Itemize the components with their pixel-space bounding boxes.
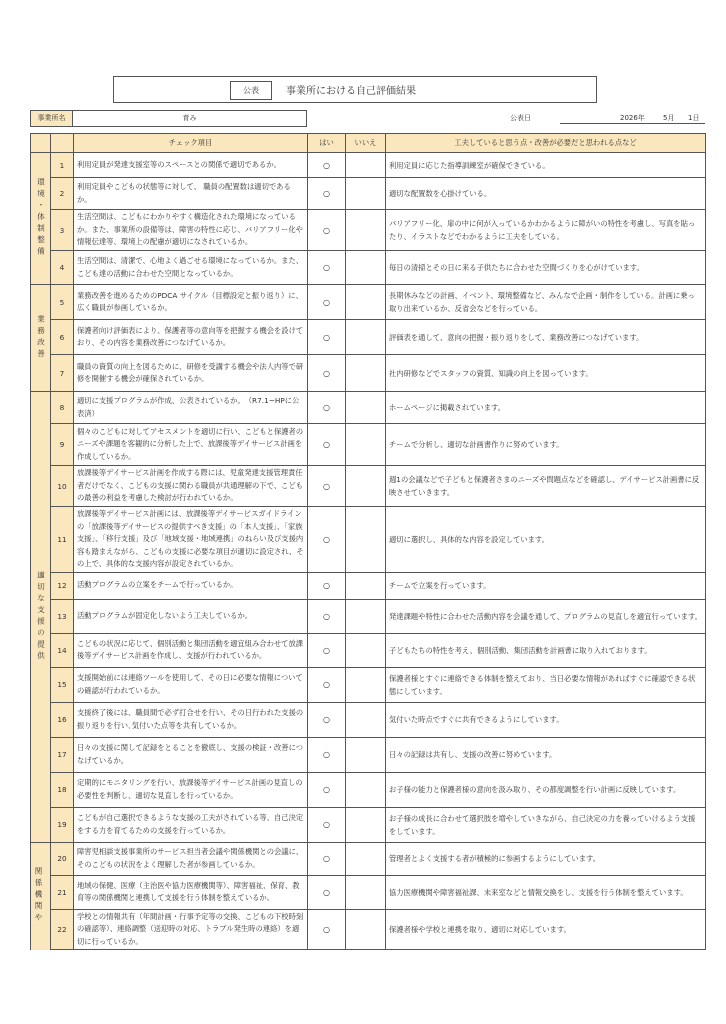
- check-item: 支援開始前には連絡ツールを使用して、その日に必要な情報についての確認が行われているか。: [74, 667, 308, 702]
- table-row: [31, 285, 706, 320]
- yes-mark: ○: [308, 599, 346, 633]
- yes-mark: ○: [308, 178, 346, 210]
- comment: ホームページに掲載されています。: [386, 392, 706, 424]
- comment: バリアフリー化、扉の中に何が入っているかわかるように障がいの特性を考慮し、写真を貼ったり、イラストなどでわかるように工夫をしている。: [386, 210, 706, 251]
- table-row: [31, 210, 706, 251]
- row-number: 17: [51, 737, 74, 772]
- yes-mark: ○: [308, 702, 346, 737]
- check-item: 放課後等デイサービス計画には、放課後等デイサービスガイドラインの「放課後等デイサービスの提供すべき支援」の「本人支援」、「家族支援」、「移行支援」及び「地域支援・地域連携」のねらい及び支援内容も踏まえながら、こどもの支援に必要な項目が適切に設定され、その上で、具体的な支援内容が設定されているか。: [74, 507, 308, 573]
- yes-mark: ○: [308, 875, 346, 909]
- no-mark: [346, 702, 386, 737]
- table-row: [31, 507, 706, 573]
- row-number: 8: [51, 392, 74, 424]
- yes-mark: ○: [308, 737, 346, 772]
- table-row: [31, 875, 706, 909]
- check-item: 支援終了後には、職員間で必ず打合せを行い、その日行われた支援の振り返りを行い､気付いた点等を共有しているか。: [74, 702, 308, 737]
- comment: チームで立案を行っています。: [386, 572, 706, 599]
- no-mark: [346, 392, 386, 424]
- yes-mark: ○: [308, 507, 346, 573]
- yes-mark: ○: [308, 633, 346, 667]
- check-item: こどもの状況に応じて、個別活動と集団活動を適宜組み合わせて放課後等デイサービス計画を作成し、支援が行われているか。: [74, 633, 308, 667]
- no-mark: [346, 633, 386, 667]
- no-mark: [346, 737, 386, 772]
- number-header: [51, 134, 74, 153]
- row-number: 16: [51, 702, 74, 737]
- no-mark: [346, 251, 386, 285]
- check-item: 日々の支援に関して記録をとることを徹底し、支援の検証・改善につなげているか。: [74, 737, 308, 772]
- comment: お子様の能力と保護者様の意向を汲み取り、その都度調整を行い計画に反映しています。: [386, 772, 706, 807]
- comment: 日々の記録は共有し、支援の改善に努めています。: [386, 737, 706, 772]
- check-item: 職員の資質の向上を図るために、研修を受講する機会や法人内等で研修を開催する機会が確保されているか。: [74, 355, 308, 392]
- comment: 利用定員に応じた指導訓練室が確保できている。: [386, 153, 706, 178]
- publication-date-label: 公表日: [510, 114, 531, 122]
- facility-name: 育み: [72, 110, 307, 127]
- table-row: [31, 251, 706, 285]
- row-number: 6: [51, 320, 74, 355]
- check-item: 業務改善を進めるためのPDCA サイクル（目標設定と振り返り）に、広く職員が参画しているか。: [74, 285, 308, 320]
- check-item: 学校との情報共有（年間計画・行事予定等の交換、こどもの下校時刻の確認等）、連絡調整（送迎時の対応、トラブル発生時の連絡）を適切に行っているか。: [74, 909, 308, 950]
- no-mark: [346, 153, 386, 178]
- row-number: 11: [51, 507, 74, 573]
- comment: 長期休みなどの計画、イベント、環境整備など、みんなで企画・制作をしている。計画に乗っ取り出来ているか、反省会などを行っている。: [386, 285, 706, 320]
- title-box: [113, 76, 597, 103]
- row-number: 2: [51, 178, 74, 210]
- no-mark: [346, 842, 386, 875]
- yes-mark: ○: [308, 392, 346, 424]
- publication-month: 5月: [663, 114, 675, 122]
- comment: チームで分析し、適切な計画書作りに努めています。: [386, 424, 706, 466]
- table-row: [31, 178, 706, 210]
- table-row: [31, 909, 706, 950]
- row-number: 9: [51, 424, 74, 466]
- no-mark: [346, 320, 386, 355]
- no-mark: [346, 355, 386, 392]
- no-mark: [346, 772, 386, 807]
- publication-day: 1日: [688, 114, 700, 122]
- category-cell: 環境・体制整備: [31, 153, 51, 285]
- category-cell: 業務改善: [31, 285, 51, 392]
- comment: 子どもたちの特性を考え、個別活動、集団活動を計画書に取り入れております。: [386, 633, 706, 667]
- table-row: [31, 667, 706, 702]
- row-number: 14: [51, 633, 74, 667]
- row-number: 13: [51, 599, 74, 633]
- yes-mark: ○: [308, 466, 346, 507]
- row-number: 15: [51, 667, 74, 702]
- comment: 発達課題や特性に合わせた活動内容を会議を通して、プログラムの見直しを適宜行っています。: [386, 599, 706, 633]
- comment: 週1の会議などで子どもと保護者さまのニーズや問題点などを確認し、デイサービス計画書に反映させていきます。: [386, 466, 706, 507]
- check-item: 地域の保健、医療（主治医や協力医療機関等）、障害福祉、保育、教育等の関係機関と連携して支援を行う体制を整えているか。: [74, 875, 308, 909]
- check-item: こどもが自己選択できるような支援の工夫がされている等、自己決定をする力を育てるための支援を行っているか。: [74, 807, 308, 842]
- check-item: 放課後等デイサービス計画を作成する際には、児童発達支援管理責任者だけでなく、こどもの支援に関わる職員が共通理解の下で、こどもの最善の利益を考慮した検討が行われているか。: [74, 466, 308, 507]
- row-number: 4: [51, 251, 74, 285]
- row-number: 5: [51, 285, 74, 320]
- yes-mark: ○: [308, 251, 346, 285]
- yes-mark: ○: [308, 572, 346, 599]
- no-header: いいえ: [346, 134, 386, 153]
- comment-header: 工夫していると思う点・改善が必要だと思われる点など: [386, 134, 706, 153]
- yes-mark: ○: [308, 285, 346, 320]
- yes-mark: ○: [308, 909, 346, 950]
- table-header-row: [31, 134, 706, 153]
- check-item: 活動プログラムが固定化しないよう工夫しているか。: [74, 599, 308, 633]
- no-mark: [346, 909, 386, 950]
- comment: 保護者様とすぐに連絡できる体制を整えており、当日必要な情報があればすぐに確認できる状態にしています。: [386, 667, 706, 702]
- check-item: 個々のこどもに対してアセスメントを適切に行い、こどもと保護者のニーズや課題を客観的に分析した上で、放課後等デイサービス計画を作成しているか。: [74, 424, 308, 466]
- row-number: 20: [51, 842, 74, 875]
- no-mark: [346, 572, 386, 599]
- no-mark: [346, 807, 386, 842]
- row-number: 21: [51, 875, 74, 909]
- no-mark: [346, 599, 386, 633]
- table-row: [31, 633, 706, 667]
- comment: お子様の成長に合わせて選択肢を増やしていきながら、自己決定の力を養っていけるよう支援をしています。: [386, 807, 706, 842]
- no-mark: [346, 178, 386, 210]
- no-mark: [346, 466, 386, 507]
- no-mark: [346, 667, 386, 702]
- row-number: 22: [51, 909, 74, 950]
- check-item: 保護者向け評価表により、保護者等の意向等を把握する機会を設けており、その内容を業務改善につなげているか。: [74, 320, 308, 355]
- check-item: 定期的にモニタリングを行い、放課後等デイサービス計画の見直しの必要性を判断し、適切な見直しを行っているか。: [74, 772, 308, 807]
- no-mark: [346, 210, 386, 251]
- table-row: [31, 572, 706, 599]
- table-row: [31, 392, 706, 424]
- row-number: 10: [51, 466, 74, 507]
- row-number: 3: [51, 210, 74, 251]
- yes-mark: ○: [308, 424, 346, 466]
- row-number: 1: [51, 153, 74, 178]
- comment: 評価表を通して、意向の把握・振り返りをして、業務改善につなげています。: [386, 320, 706, 355]
- self-evaluation-table: [30, 133, 706, 950]
- table-row: [31, 842, 706, 875]
- check-item: 適切に支援プログラムが作成、公表されているか。 （R7.1~HPに公表済）: [74, 392, 308, 424]
- check-item: 利用定員やこどもの状態等に対して、 職員の配置数は適切であるか。: [74, 178, 308, 210]
- table-row: [31, 466, 706, 507]
- page-title: 事業所における自己評価結果: [286, 86, 416, 97]
- yes-mark: ○: [308, 772, 346, 807]
- table-row: [31, 807, 706, 842]
- check-header: チェック項目: [74, 134, 308, 153]
- table-row: [31, 599, 706, 633]
- facility-label: 事業所名: [30, 110, 73, 127]
- publication-year: 2026年: [620, 114, 645, 122]
- yes-mark: ○: [308, 667, 346, 702]
- yes-mark: ○: [308, 807, 346, 842]
- check-item: 生活空間は、清潔で、心地よく過ごせる環境になっているか。また、こども達の活動に合わせた空間となっているか。: [74, 251, 308, 285]
- row-number: 19: [51, 807, 74, 842]
- no-mark: [346, 424, 386, 466]
- table-row: [31, 737, 706, 772]
- yes-mark: ○: [308, 355, 346, 392]
- table-row: [31, 153, 706, 178]
- publication-tag: 公表: [230, 81, 272, 100]
- table-row: [31, 355, 706, 392]
- row-number: 12: [51, 572, 74, 599]
- comment: 協力医療機関や障害福祉課、未来室などと情報交換をし、支援を行う体制を整えています。: [386, 875, 706, 909]
- comment: 毎日の清掃とその日に来る子供たちに合わせた空間づくりを心がけています。: [386, 251, 706, 285]
- publication-date: [560, 111, 705, 124]
- check-item: 生活空間は、こどもにわかりやすく構造化された環境になっているか。また、事業所の設備等は、障害の特性に応じ、バリアフリー化や情報伝達等、環境上の配慮が適切になされているか。: [74, 210, 308, 251]
- check-item: 障害児相談支援事業所のサービス担当者会議や関係機関との会議に、そのこどもの状況をよく理解した者が参画しているか。: [74, 842, 308, 875]
- table-row: [31, 424, 706, 466]
- comment: 管理者とよく支援する者が積極的に参画するようにしています。: [386, 842, 706, 875]
- check-item: 活動プログラムの立案をチームで行っているか。: [74, 572, 308, 599]
- no-mark: [346, 285, 386, 320]
- check-item: 利用定員が発達支援室等のスペースとの関係で適切であるか。: [74, 153, 308, 178]
- yes-header: はい: [308, 134, 346, 153]
- yes-mark: ○: [308, 842, 346, 875]
- row-number: 18: [51, 772, 74, 807]
- no-mark: [346, 507, 386, 573]
- category-header: [31, 134, 51, 153]
- comment: 適切な配置数を心掛けている。: [386, 178, 706, 210]
- table-row: [31, 772, 706, 807]
- comment: 適切に選択し、具体的な内容を設定しています。: [386, 507, 706, 573]
- category-cell: 適切な支援の提供: [31, 392, 51, 843]
- yes-mark: ○: [308, 320, 346, 355]
- comment: 気付いた時点ですぐに共有できるようにしています。: [386, 702, 706, 737]
- table-row: [31, 320, 706, 355]
- category-cell: 関係機関や: [31, 842, 51, 950]
- row-number: 7: [51, 355, 74, 392]
- yes-mark: ○: [308, 210, 346, 251]
- table-row: [31, 702, 706, 737]
- comment: 社内研修などでスタッフの資質、知識の向上を図っています。: [386, 355, 706, 392]
- comment: 保護者様や学校と連携を取り、適切に対応しています。: [386, 909, 706, 950]
- yes-mark: ○: [308, 153, 346, 178]
- no-mark: [346, 875, 386, 909]
